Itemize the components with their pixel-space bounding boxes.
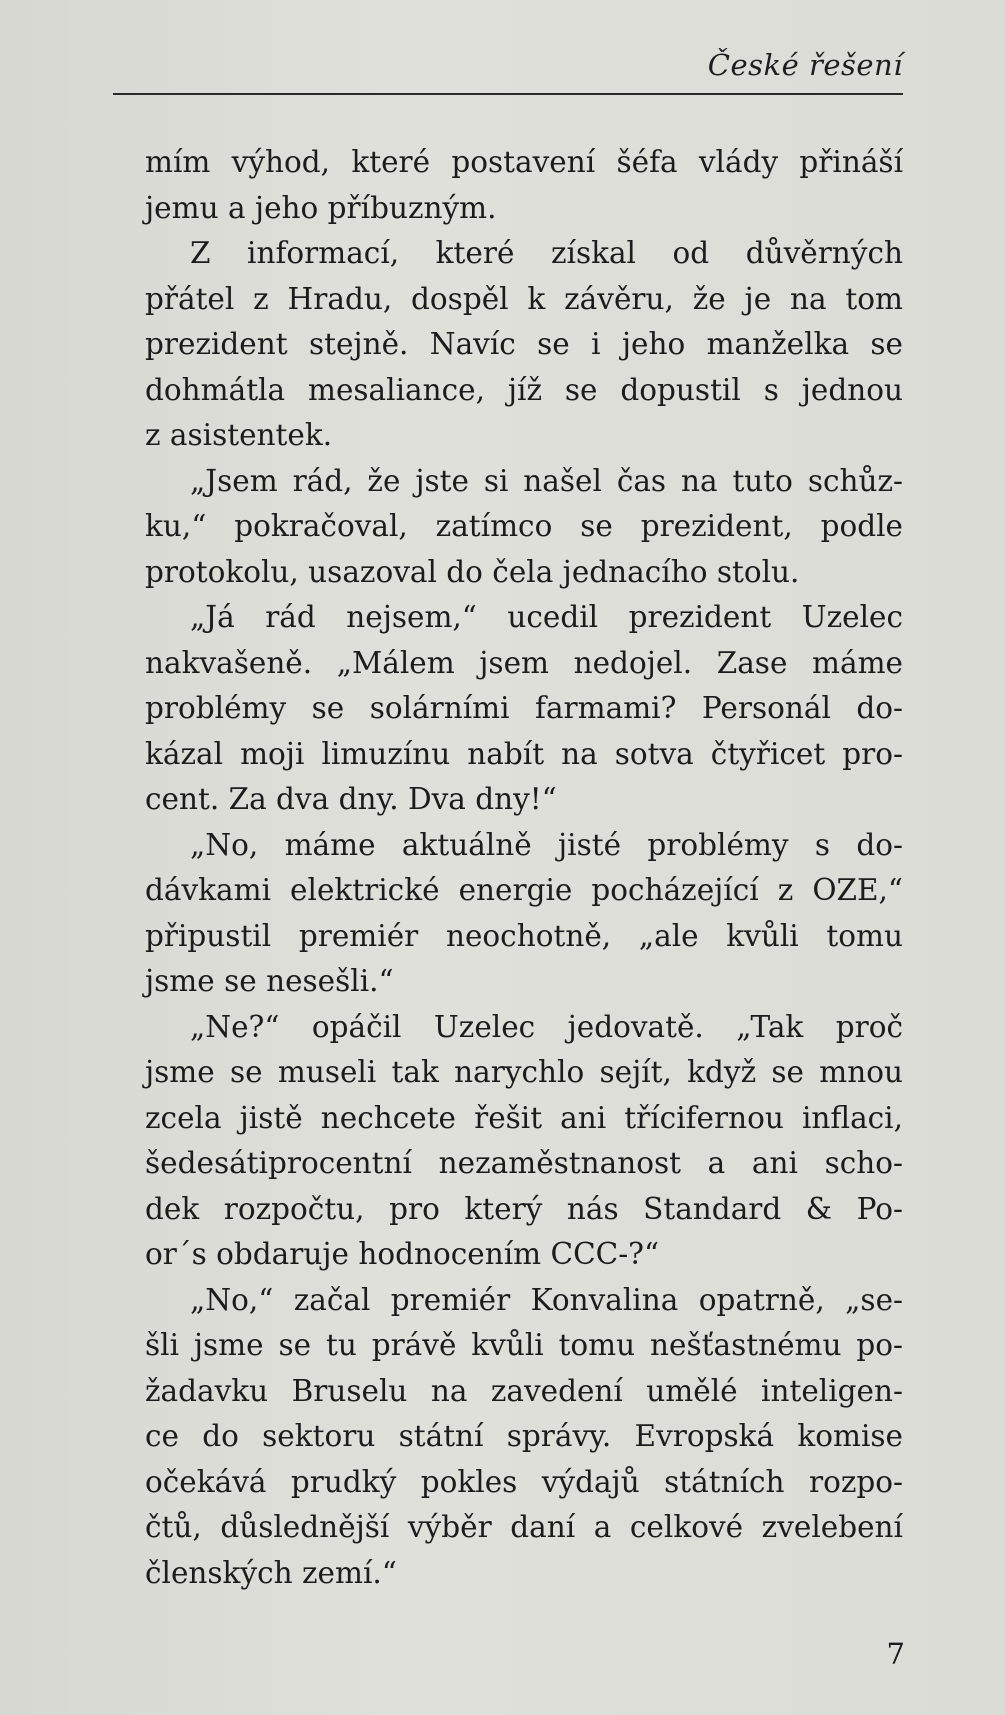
paragraph	[145, 231, 903, 459]
text-line: Z informací, které získal od důvěrných	[190, 236, 903, 270]
text-line: z asistentek.	[145, 418, 333, 452]
header-rule	[113, 93, 903, 95]
text-line: „Ne?“ opáčil Uzelec jedovatě. „Tak proč	[190, 1009, 903, 1044]
text-line: mím výhod, které postavení šéfa vlády přináší	[145, 145, 903, 179]
text-line: nakvašeně. „Málem jsem nedojel. Zase máme	[145, 645, 903, 680]
text-line: problémy se solárními farmami? Personál do-	[145, 691, 903, 725]
text-line: šli jsme se tu právě kvůli tomu nešťastnému po-	[145, 1328, 903, 1362]
text-line: ku,“ pokračoval, zatímco se prezident, podle	[145, 509, 903, 543]
text-line: dohmátla mesaliance, jíž se dopustil s jednou	[145, 372, 903, 407]
text-line: připustil premiér neochotně, „ale kvůli tomu	[145, 918, 903, 953]
text-line: dek rozpočtu, pro který nás Standard & Po-	[145, 1191, 903, 1226]
text-line: šedesátiprocentní nezaměstnanost a ani scho-	[145, 1146, 903, 1180]
text-line: přátel z Hradu, dospěl k závěru, že je na tom	[145, 281, 903, 316]
text-line: jsme se museli tak narychlo sejít, když se mnou	[145, 1055, 903, 1089]
text-line: kázal moji limuzínu nabít na sotva čtyřicet pro-	[145, 736, 903, 771]
text-line: „Jsem rád, že jste si našel čas na tuto schůz-	[190, 463, 903, 498]
text-line: čtů, důslednější výběr daní a celkové zvelebení	[145, 1510, 903, 1544]
paragraph	[145, 140, 903, 231]
text-line: „Já rád nejsem,“ ucedil prezident Uzelec	[190, 600, 903, 634]
paragraph	[145, 1005, 903, 1278]
running-head-title: České řešení	[707, 48, 903, 82]
text-line: „No, máme aktuálně jisté problémy s do-	[190, 827, 903, 862]
text-line: jsme se nesešli.“	[145, 964, 394, 998]
text-line: prezident stejně. Navíc se i jeho manželka se	[145, 327, 903, 361]
paragraph	[145, 1278, 903, 1597]
paragraph	[145, 459, 903, 596]
text-line: jemu a jeho příbuzným.	[145, 190, 497, 225]
text-line: zcela jistě nechcete řešit ani třícifernou inflaci,	[145, 1100, 903, 1135]
text-line: očekává prudký pokles výdajů státních rozpo-	[145, 1464, 903, 1499]
page-number: 7	[886, 1637, 905, 1671]
text-line: cent. Za dva dny. Dva dny!“	[145, 782, 557, 816]
text-line: ce do sektoru státní správy. Evropská komise	[145, 1419, 903, 1453]
text-line: členských zemí.“	[145, 1555, 397, 1590]
text-line: dávkami elektrické energie pocházející z OZE,“	[145, 873, 903, 907]
text-line: or´s obdaruje hodnocením CCC-?“	[145, 1237, 660, 1271]
text-line: „No,“ začal premiér Konvalina opatrně, „se-	[190, 1282, 903, 1317]
text-line: žadavku Bruselu na zavedení umělé inteligen-	[145, 1373, 903, 1408]
paragraph	[145, 595, 903, 823]
body-text	[145, 140, 903, 1596]
text-line: protokolu, usazoval do čela jednacího stolu.	[145, 554, 800, 589]
paragraph	[145, 823, 903, 1005]
